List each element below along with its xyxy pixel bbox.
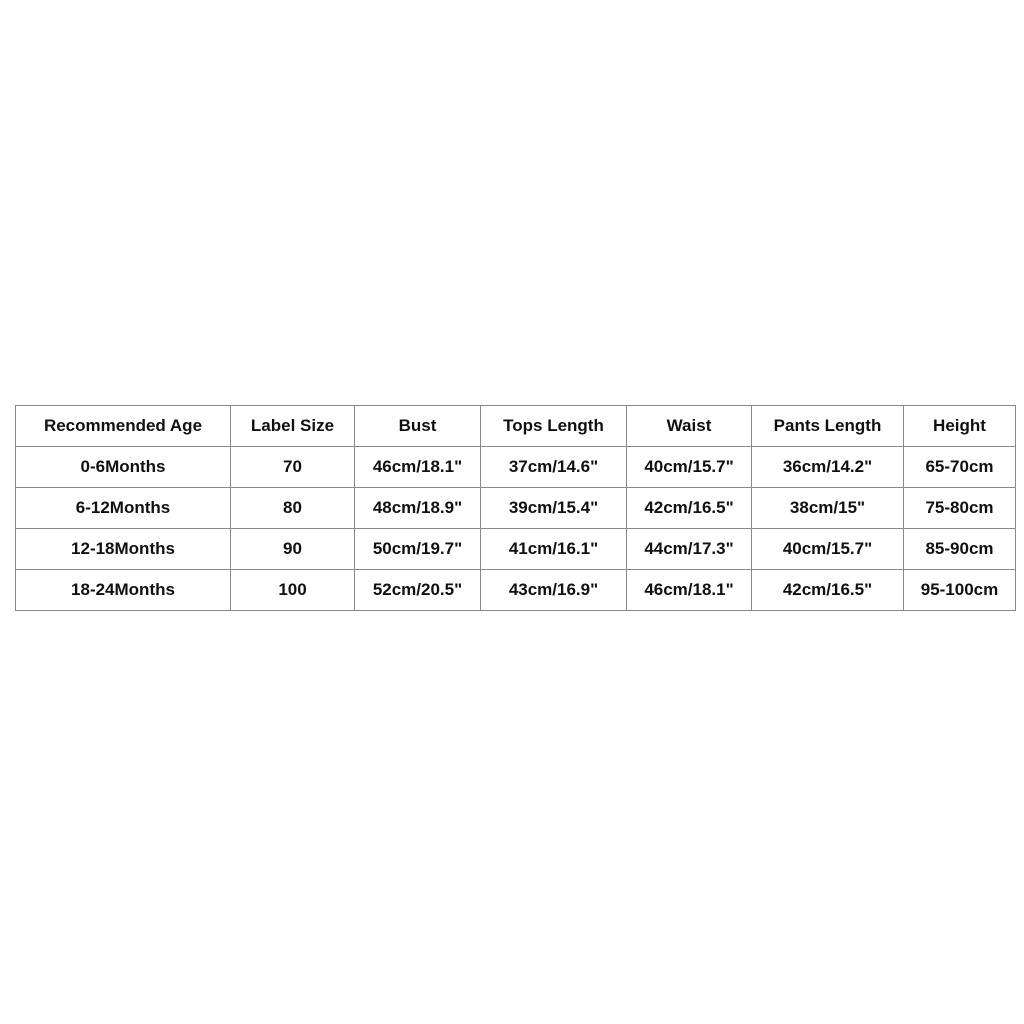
cell-height: 75-80cm [904, 488, 1016, 529]
cell-label-size: 90 [231, 529, 355, 570]
table-row [16, 447, 1016, 488]
cell-pants-length: 42cm/16.5" [752, 570, 904, 611]
cell-recommended-age: 12-18Months [16, 529, 231, 570]
cell-height: 85-90cm [904, 529, 1016, 570]
cell-pants-length: 38cm/15" [752, 488, 904, 529]
cell-label-size: 100 [231, 570, 355, 611]
cell-label-size: 70 [231, 447, 355, 488]
cell-tops-length: 41cm/16.1" [481, 529, 627, 570]
cell-waist: 46cm/18.1" [627, 570, 752, 611]
cell-recommended-age: 18-24Months [16, 570, 231, 611]
cell-pants-length: 36cm/14.2" [752, 447, 904, 488]
size-chart-table [15, 405, 1016, 611]
table-row [16, 570, 1016, 611]
column-header-label-size: Label Size [231, 406, 355, 447]
cell-pants-length: 40cm/15.7" [752, 529, 904, 570]
cell-tops-length: 37cm/14.6" [481, 447, 627, 488]
cell-bust: 50cm/19.7" [355, 529, 481, 570]
column-header-pants-length: Pants Length [752, 406, 904, 447]
cell-tops-length: 39cm/15.4" [481, 488, 627, 529]
table-row [16, 529, 1016, 570]
column-header-waist: Waist [627, 406, 752, 447]
cell-waist: 44cm/17.3" [627, 529, 752, 570]
column-header-bust: Bust [355, 406, 481, 447]
cell-bust: 52cm/20.5" [355, 570, 481, 611]
cell-recommended-age: 0-6Months [16, 447, 231, 488]
cell-height: 95-100cm [904, 570, 1016, 611]
header-row [16, 406, 1016, 447]
column-header-tops-length: Tops Length [481, 406, 627, 447]
cell-waist: 40cm/15.7" [627, 447, 752, 488]
table-row [16, 488, 1016, 529]
cell-height: 65-70cm [904, 447, 1016, 488]
cell-label-size: 80 [231, 488, 355, 529]
column-header-height: Height [904, 406, 1016, 447]
cell-bust: 48cm/18.9" [355, 488, 481, 529]
column-header-recommended-age: Recommended Age [16, 406, 231, 447]
cell-waist: 42cm/16.5" [627, 488, 752, 529]
cell-bust: 46cm/18.1" [355, 447, 481, 488]
cell-tops-length: 43cm/16.9" [481, 570, 627, 611]
cell-recommended-age: 6-12Months [16, 488, 231, 529]
